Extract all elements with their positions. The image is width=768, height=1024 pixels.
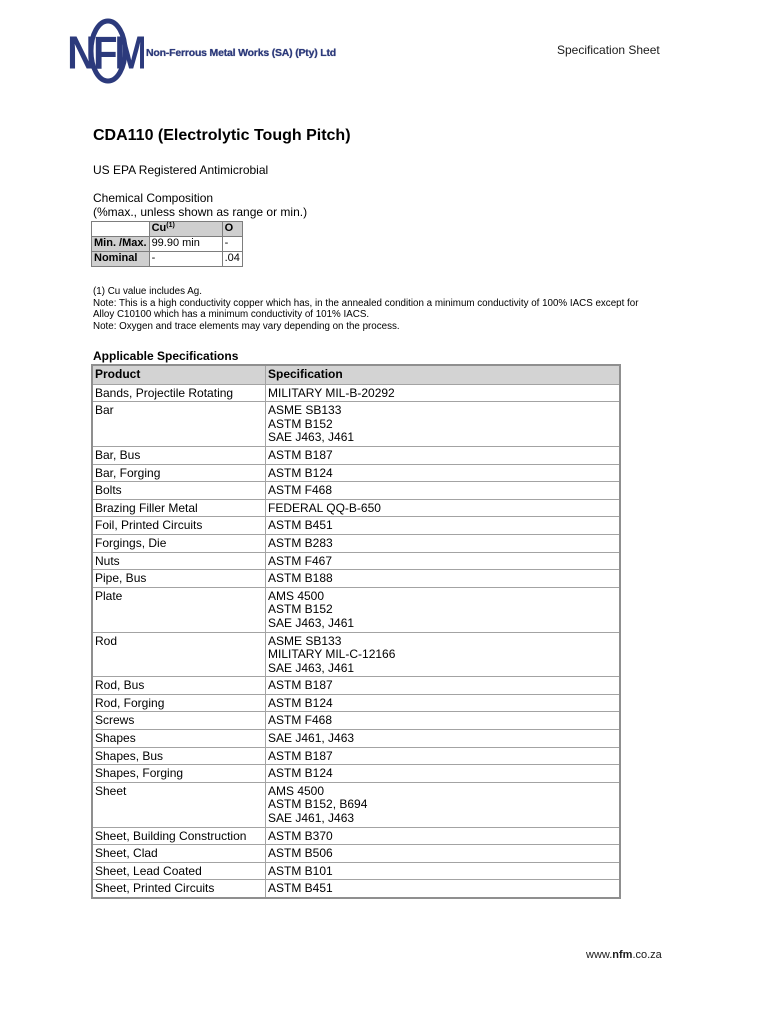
column-header-product: Product	[92, 365, 266, 384]
composition-row	[92, 237, 243, 252]
specification-line: ASTM B124	[268, 766, 333, 781]
specification-row	[92, 782, 620, 827]
website-url[interactable]	[586, 949, 662, 961]
specification-cell	[266, 730, 621, 748]
composition-row	[92, 252, 243, 267]
specification-cell	[266, 570, 621, 588]
specification-line: MILITARY MIL-B-20292	[268, 385, 395, 400]
specification-line: SAE J461, J463	[268, 731, 355, 746]
specification-line: ASTM B188	[268, 571, 333, 586]
specification-line: ASTM B152	[268, 602, 333, 617]
product-cell: Shapes, Forging	[92, 765, 266, 783]
specification-line: ASTM B187	[268, 447, 333, 462]
logo-lettering: NFM	[68, 28, 144, 80]
footnote-line: Note: This is a high conductivity copper which has, in the annealed condition a minimum conductivity of 100% IACS except for	[93, 297, 639, 309]
product-cell: Forgings, Die	[92, 534, 266, 552]
specification-cell	[266, 765, 621, 783]
footnote-line: Note: Oxygen and trace elements may vary depending on the process.	[93, 320, 400, 332]
specification-line: ASTM B283	[268, 535, 333, 550]
column-header-specification: Specification	[266, 365, 621, 384]
specification-line: ASTM F467	[268, 553, 333, 568]
product-cell: Bands, Projectile Rotating	[92, 384, 266, 402]
specification-row	[92, 482, 620, 500]
specification-cell	[266, 587, 621, 632]
composition-corner-cell	[92, 222, 150, 237]
specification-row	[92, 712, 620, 730]
specification-row	[92, 765, 620, 783]
specification-row	[92, 464, 620, 482]
product-cell: Foil, Printed Circuits	[92, 517, 266, 535]
product-cell: Pipe, Bus	[92, 570, 266, 588]
footnote-line: Alloy C10100 which has a minimum conductivity of 101% IACS.	[93, 309, 370, 320]
specification-line: AMS 4500	[268, 783, 325, 798]
specification-row	[92, 587, 620, 632]
specification-line: ASTM B451	[268, 881, 333, 896]
specification-row	[92, 845, 620, 863]
specification-row	[92, 499, 620, 517]
specification-line: ASME SB133	[268, 403, 342, 418]
specification-line: ASTM B101	[268, 863, 333, 878]
product-cell: Shapes	[92, 730, 266, 748]
specification-line: ASTM B152	[268, 416, 333, 431]
specification-cell	[266, 862, 621, 880]
product-cell: Bar	[92, 402, 266, 447]
specification-cell	[266, 384, 621, 402]
product-cell: Bar, Bus	[92, 446, 266, 464]
composition-cell: -	[222, 237, 242, 252]
footnote-line: (1) Cu value includes Ag.	[93, 286, 202, 297]
composition-note: (%max., unless shown as range or min.)	[93, 205, 308, 219]
specification-cell	[266, 827, 621, 845]
specifications-heading: Applicable Specifications	[93, 349, 239, 363]
specification-line: MILITARY MIL-C-12166	[268, 647, 396, 662]
url-domain: nfm	[612, 949, 633, 961]
specification-cell	[266, 517, 621, 535]
specification-row	[92, 384, 620, 402]
specification-row	[92, 694, 620, 712]
composition-table	[91, 221, 243, 267]
specification-line: ASTM F468	[268, 713, 333, 728]
specifications-table	[91, 364, 621, 899]
cu-label: Cu	[151, 222, 167, 234]
specification-line: ASTM B152, B694	[268, 797, 368, 812]
specification-row	[92, 552, 620, 570]
product-cell: Nuts	[92, 552, 266, 570]
product-cell: Sheet, Lead Coated	[92, 862, 266, 880]
specifications-header-row	[92, 365, 620, 384]
composition-header-cu	[149, 222, 222, 237]
specification-cell	[266, 632, 621, 677]
specification-line: SAE J463, J461	[268, 615, 355, 630]
url-prefix: www.	[586, 949, 613, 961]
specification-row	[92, 677, 620, 695]
product-cell: Sheet, Clad	[92, 845, 266, 863]
composition-cell: 99.90 min	[149, 237, 222, 252]
specification-cell	[266, 552, 621, 570]
specification-cell	[266, 482, 621, 500]
product-cell: Rod, Bus	[92, 677, 266, 695]
specification-cell	[266, 845, 621, 863]
company-logo	[68, 17, 144, 85]
product-cell: Sheet	[92, 782, 266, 827]
composition-row-label: Nominal	[92, 252, 150, 267]
specification-line: ASTM B506	[268, 846, 333, 861]
nfm-logo-graphic	[68, 17, 144, 85]
specification-row	[92, 747, 620, 765]
specification-line: SAE J461, J463	[268, 811, 355, 826]
specifications-body	[92, 384, 620, 898]
specification-row	[92, 862, 620, 880]
specification-row	[92, 632, 620, 677]
composition-header-row	[92, 222, 243, 237]
product-cell: Screws	[92, 712, 266, 730]
product-cell: Brazing Filler Metal	[92, 499, 266, 517]
product-cell: Bolts	[92, 482, 266, 500]
specification-cell	[266, 464, 621, 482]
composition-row-label: Min. /Max.	[92, 237, 150, 252]
specification-line: ASTM B187	[268, 678, 333, 693]
specification-line: ASTM B187	[268, 748, 333, 763]
specification-cell	[266, 747, 621, 765]
specification-line: SAE J463, J461	[268, 660, 355, 675]
specification-line: ASTM B124	[268, 465, 333, 480]
specification-line: ASTM F468	[268, 483, 333, 498]
product-cell: Plate	[92, 587, 266, 632]
specification-cell	[266, 499, 621, 517]
composition-cell: .04	[222, 252, 242, 267]
specification-line: FEDERAL QQ-B-650	[268, 500, 381, 515]
specification-cell	[266, 446, 621, 464]
specification-line: ASTM B124	[268, 695, 333, 710]
specification-row	[92, 446, 620, 464]
composition-heading: Chemical Composition	[93, 191, 214, 205]
footnotes	[93, 286, 638, 332]
product-cell: Shapes, Bus	[92, 747, 266, 765]
specification-line: ASTM B451	[268, 518, 333, 533]
specification-row	[92, 534, 620, 552]
specification-cell	[266, 402, 621, 447]
product-cell: Sheet, Printed Circuits	[92, 880, 266, 898]
product-cell: Sheet, Building Construction	[92, 827, 266, 845]
specification-row	[92, 827, 620, 845]
cu-footnote-marker: (1)	[166, 222, 175, 229]
specification-line: AMS 4500	[268, 588, 325, 603]
company-name: Non-Ferrous Metal Works (SA) (Pty) Ltd	[146, 47, 336, 59]
specification-row	[92, 730, 620, 748]
specification-row	[92, 570, 620, 588]
specification-cell	[266, 677, 621, 695]
url-suffix: .co.za	[632, 949, 662, 961]
composition-header-o: O	[222, 222, 242, 237]
product-cell: Rod	[92, 632, 266, 677]
specification-cell	[266, 880, 621, 898]
specification-cell	[266, 694, 621, 712]
specification-row	[92, 880, 620, 898]
product-cell: Bar, Forging	[92, 464, 266, 482]
document-type: Specification Sheet	[557, 43, 660, 57]
specification-row	[92, 517, 620, 535]
specification-line: SAE J463, J461	[268, 430, 355, 445]
specification-row	[92, 402, 620, 447]
composition-cell: -	[149, 252, 222, 267]
specification-line: ASTM B370	[268, 828, 333, 843]
specification-cell	[266, 712, 621, 730]
specification-line: ASME SB133	[268, 633, 342, 648]
specification-cell	[266, 534, 621, 552]
page-title: CDA110 (Electrolytic Tough Pitch)	[93, 127, 351, 144]
page-subtitle: US EPA Registered Antimicrobial	[93, 163, 269, 177]
specification-cell	[266, 782, 621, 827]
product-cell: Rod, Forging	[92, 694, 266, 712]
